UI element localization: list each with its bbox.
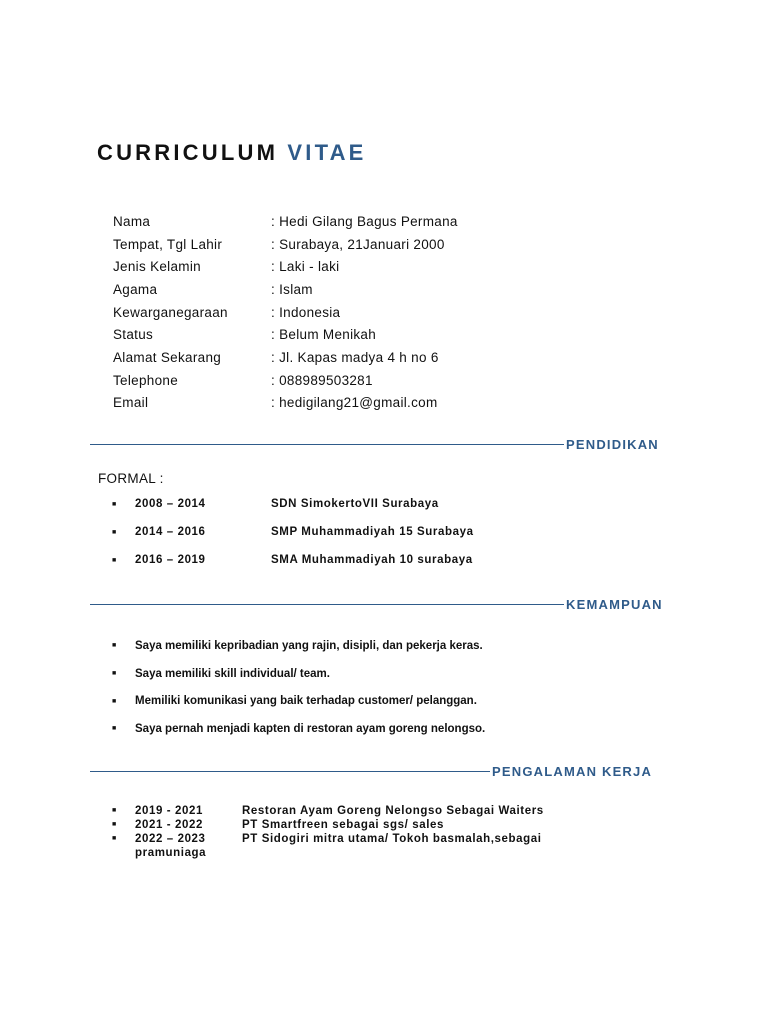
info-row-telephone [113, 369, 458, 392]
list-item [112, 632, 485, 660]
personal-info [113, 210, 458, 414]
info-label: Alamat Sekarang [113, 349, 222, 365]
info-row-status [113, 323, 458, 346]
square-bullet-icon: ■ [112, 807, 117, 814]
section-rule [90, 444, 564, 446]
square-bullet-icon: ■ [112, 725, 117, 733]
experience-years: 2022 – 2023 [135, 833, 206, 845]
section-title: PENDIDIKAN [566, 437, 659, 452]
square-bullet-icon: ■ [112, 556, 117, 564]
info-label: Nama [113, 213, 151, 229]
square-bullet-icon: ■ [112, 528, 117, 536]
info-label: Status [113, 327, 154, 343]
info-label: Tempat, Tgl Lahir [113, 236, 223, 252]
title-accent: VITAE [287, 140, 367, 165]
section-title: KEMAMPUAN [566, 597, 663, 612]
experience-list [112, 804, 544, 860]
list-item [112, 687, 485, 715]
page-title [97, 140, 367, 166]
info-row-agama [113, 278, 458, 301]
experience-desc: PT Sidogiri mitra utama/ Tokoh basmalah,sebagai [242, 833, 542, 845]
square-bullet-icon: ■ [112, 642, 117, 650]
education-subheading: FORMAL : [98, 471, 164, 486]
info-row-jenis-kelamin [113, 255, 458, 278]
list-item [112, 818, 544, 832]
skill-text: Memiliki komunikasi yang baik terhadap customer/ pelanggan. [135, 695, 477, 708]
skills-list [112, 632, 485, 743]
education-school: SDN SimokertoVII Surabaya [271, 498, 439, 510]
info-value: : Indonesia [271, 304, 341, 320]
section-rule [90, 604, 564, 606]
info-value: : Laki - laki [271, 259, 340, 275]
square-bullet-icon: ■ [112, 500, 117, 508]
info-value: : Jl. Kapas madya 4 h no 6 [271, 349, 439, 365]
info-label: Agama [113, 281, 158, 297]
square-bullet-icon: ■ [112, 821, 117, 828]
square-bullet-icon: ■ [112, 670, 117, 678]
info-label: Kewarganegaraan [113, 304, 228, 320]
square-bullet-icon: ■ [112, 835, 117, 842]
info-label: Email [113, 395, 149, 411]
list-item [112, 490, 474, 518]
section-heading-pengalaman-kerja [90, 764, 652, 779]
title-main: CURRICULUM [97, 140, 279, 165]
info-row-tempat-tgl-lahir [113, 233, 458, 256]
list-item [112, 832, 544, 846]
info-value: : hedigilang21@gmail.com [271, 395, 438, 411]
list-item [112, 804, 544, 818]
info-row-email [113, 392, 458, 415]
education-list [112, 490, 474, 574]
list-item [112, 660, 485, 688]
section-heading-pendidikan [90, 437, 659, 452]
info-value: : Islam [271, 281, 313, 297]
info-label: Telephone [113, 372, 179, 388]
square-bullet-icon: ■ [112, 697, 117, 705]
education-school: SMA Muhammadiyah 10 surabaya [271, 554, 473, 566]
list-item [112, 715, 485, 743]
experience-desc-continuation: pramuniaga [135, 847, 207, 859]
list-item [112, 518, 474, 546]
education-school: SMP Muhammadiyah 15 Surabaya [271, 526, 474, 538]
section-rule [90, 771, 490, 773]
experience-desc: Restoran Ayam Goreng Nelongso Sebagai Waiters [242, 805, 544, 817]
list-item [112, 546, 474, 574]
education-years: 2008 – 2014 [135, 498, 206, 510]
experience-years: 2021 - 2022 [135, 819, 203, 831]
experience-years: 2019 - 2021 [135, 805, 203, 817]
education-years: 2014 – 2016 [135, 526, 206, 538]
info-label: Jenis Kelamin [113, 259, 201, 275]
info-row-kewarganegaraan [113, 301, 458, 324]
info-row-alamat [113, 346, 458, 369]
skill-text: Saya pernah menjadi kapten di restoran ayam goreng nelongso. [135, 722, 486, 735]
section-title: PENGALAMAN KERJA [492, 764, 653, 779]
info-value: : 088989503281 [271, 372, 373, 388]
info-value: : Belum Menikah [271, 327, 377, 343]
section-heading-kemampuan [90, 597, 663, 612]
education-years: 2016 – 2019 [135, 554, 206, 566]
info-row-nama [113, 210, 458, 233]
info-value: : Surabaya, 21Januari 2000 [271, 236, 445, 252]
experience-desc: PT Smartfreen sebagai sgs/ sales [242, 819, 445, 831]
info-value: : Hedi Gilang Bagus Permana [271, 213, 458, 229]
skill-text: Saya memiliki skill individual/ team. [135, 667, 330, 680]
skill-text: Saya memiliki kepribadian yang rajin, disipli, dan pekerja keras. [135, 639, 483, 652]
